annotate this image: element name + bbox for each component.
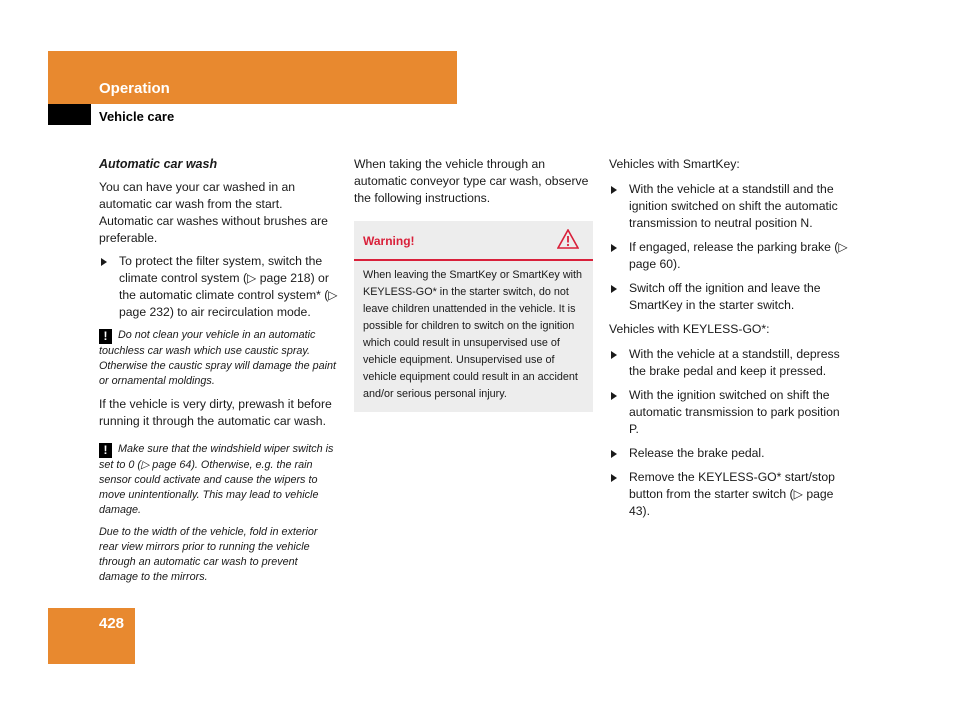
prewash-paragraph: If the vehicle is very dirty, prewash it before running it through the automatic car wash. — [99, 397, 332, 428]
smartkey-step-2: If engaged, release the parking brake (▷ page 60). — [609, 239, 849, 273]
caution-note-text: Make sure that the windshield wiper switch is set to 0 (▷ page 64). Otherwise, e.g. the rain sensor could activate and cause the wipers to move unintentionally. This may lead to vehicle damage. — [99, 443, 334, 516]
section-tab-marker — [48, 104, 91, 125]
column-1 — [99, 156, 339, 592]
section-title: Operation — [99, 80, 170, 97]
intro-paragraph: You can have your car washed in an automatic car wash from the start. Automatic car washes without brushes are preferable. — [99, 180, 328, 245]
keyless-step-2: With the ignition switched on shift the automatic transmission to park position P. — [609, 387, 849, 438]
warning-triangle-icon — [557, 229, 579, 249]
topic-heading: Automatic car wash — [99, 157, 218, 171]
smartkey-step-1 — [609, 181, 849, 232]
instruction-step: To protect the filter system, switch the climate control system (▷ page 218) or the automatic climate control system* (▷ page 232) to air recirculation mode. — [99, 253, 339, 321]
warning-text: When leaving the SmartKey or SmartKey with KEYLESS-GO* in the starter switch, do not leave children unattended in the vehicle. It is possible for children to switch on the ignition which could result in unsupervised use of vehicle equipment. Unsupervised use of vehicle equipment could result in an accident and/or serious personal injury. — [363, 269, 583, 400]
page-number: 428 — [99, 615, 125, 632]
smartkey-step-3: Switch off the ignition and leave the SmartKey in the starter switch. — [609, 280, 849, 314]
keyless-step-4: Remove the KEYLESS-GO* start/stop button from the starter switch (▷ page 43). — [609, 469, 849, 520]
smartkey-heading: Vehicles with SmartKey: — [609, 157, 740, 171]
warning-label: Warning! — [363, 234, 415, 248]
mirror-note: Due to the width of the vehicle, fold in exterior rear view mirrors prior to running the vehicle through an automatic car wash to prevent damage to the mirrors. — [99, 526, 318, 583]
keyless-step-1: With the vehicle at a standstill, depress the brake pedal and keep it pressed. — [609, 346, 849, 380]
exclamation-icon: ! — [99, 443, 112, 458]
keyless-heading: Vehicles with KEYLESS-GO*: — [609, 322, 770, 336]
conveyor-intro: When taking the vehicle through an automatic conveyor type car wash, observe the following instructions. — [354, 157, 589, 205]
caution-note — [99, 328, 339, 389]
column-2 — [354, 156, 594, 412]
step-text: With the vehicle at a standstill and the ignition switched on shift the automatic transmission to neutral position N. — [629, 182, 838, 230]
subsection-title: Vehicle care — [99, 109, 175, 124]
caution-note-wiper — [99, 442, 339, 518]
exclamation-icon: ! — [99, 329, 112, 344]
caution-note-text: Do not clean your vehicle in an automatic touchless car wash which use caustic spray. Otherwise the caustic spray will damage the paint or ornamental moldings. — [99, 329, 337, 387]
keyless-step-3: Release the brake pedal. — [609, 445, 849, 462]
warning-header — [354, 221, 593, 261]
warning-box — [354, 221, 593, 412]
column-3 — [609, 156, 849, 527]
